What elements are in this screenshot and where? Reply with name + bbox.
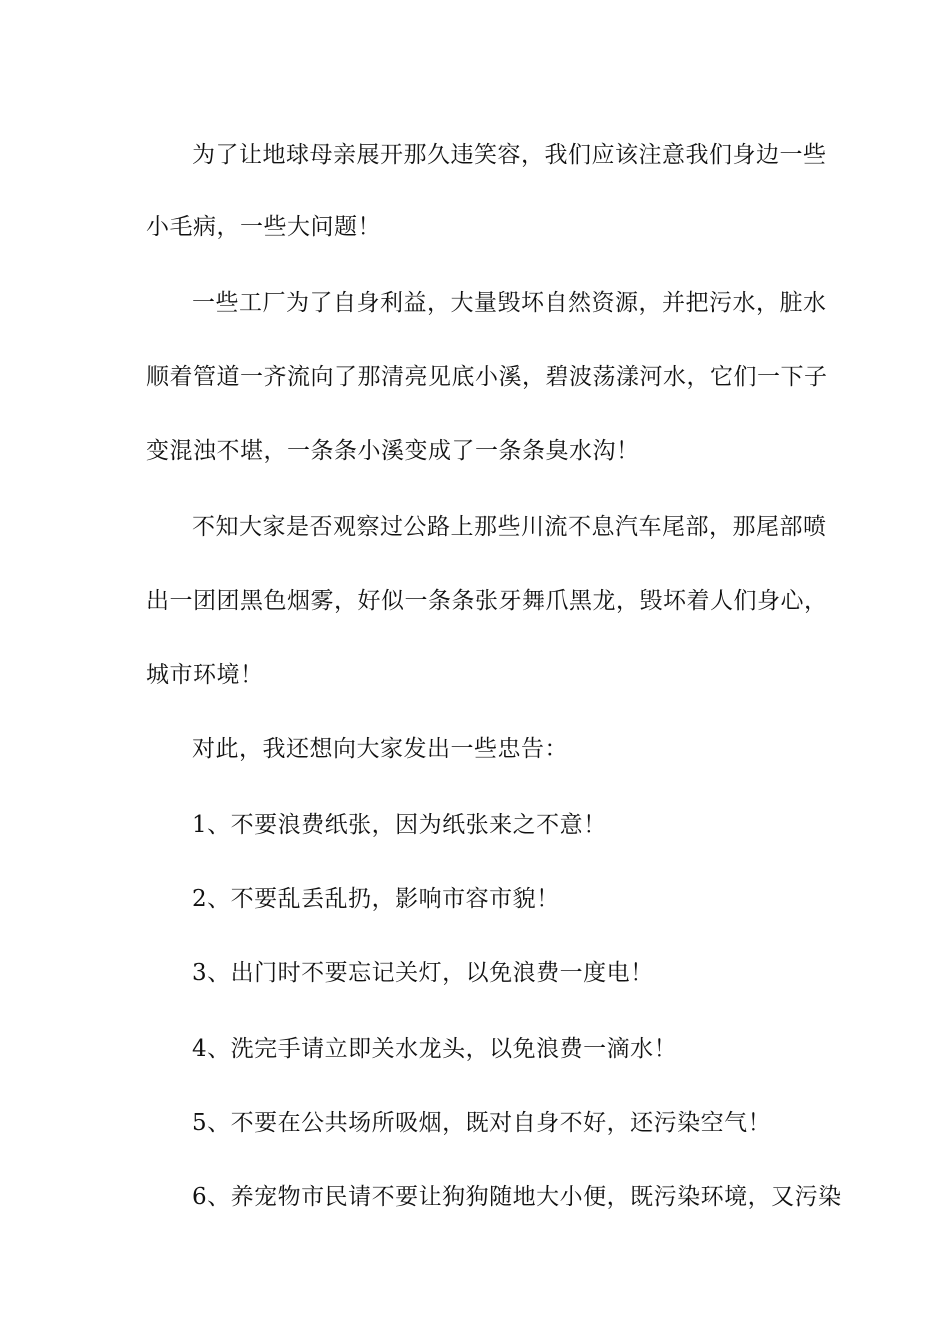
list-item: 1、不要浪费纸张，因为纸张来之不意！: [192, 812, 607, 838]
paragraph-line: 出一团团黑色烟雾，好似一条条张牙舞爪黑龙，毁坏着人们身心，: [146, 588, 828, 614]
paragraph-line: 顺着管道一齐流向了那清亮见底小溪，碧波荡漾河水，它们一下子: [146, 364, 828, 390]
list-item: 6、养宠物市民请不要让狗狗随地大小便，既污染环境，又污染: [192, 1184, 842, 1210]
list-item: 4、洗完手请立即关水龙头，以免浪费一滴水！: [192, 1036, 678, 1062]
list-item: 5、不要在公共场所吸烟，既对自身不好，还污染空气！: [192, 1110, 772, 1136]
paragraph-line: 一些工厂为了自身利益，大量毁坏自然资源，并把污水，脏水: [192, 290, 827, 316]
paragraph-line: 小毛病，一些大问题！: [146, 214, 381, 240]
paragraph-line: 为了让地球母亲展开那久违笑容，我们应该注意我们身边一些: [192, 142, 827, 168]
paragraph-line: 不知大家是否观察过公路上那些川流不息汽车尾部，那尾部喷: [192, 514, 827, 540]
paragraph-line: 城市环境！: [146, 662, 264, 688]
list-item: 3、出门时不要忘记关灯，以免浪费一度电！: [192, 960, 654, 986]
list-item: 2、不要乱丢乱扔，影响市容市貌！: [192, 886, 560, 912]
paragraph-line: 变混浊不堪，一条条小溪变成了一条条臭水沟！: [146, 438, 640, 464]
paragraph-line: 对此，我还想向大家发出一些忠告：: [192, 736, 568, 762]
